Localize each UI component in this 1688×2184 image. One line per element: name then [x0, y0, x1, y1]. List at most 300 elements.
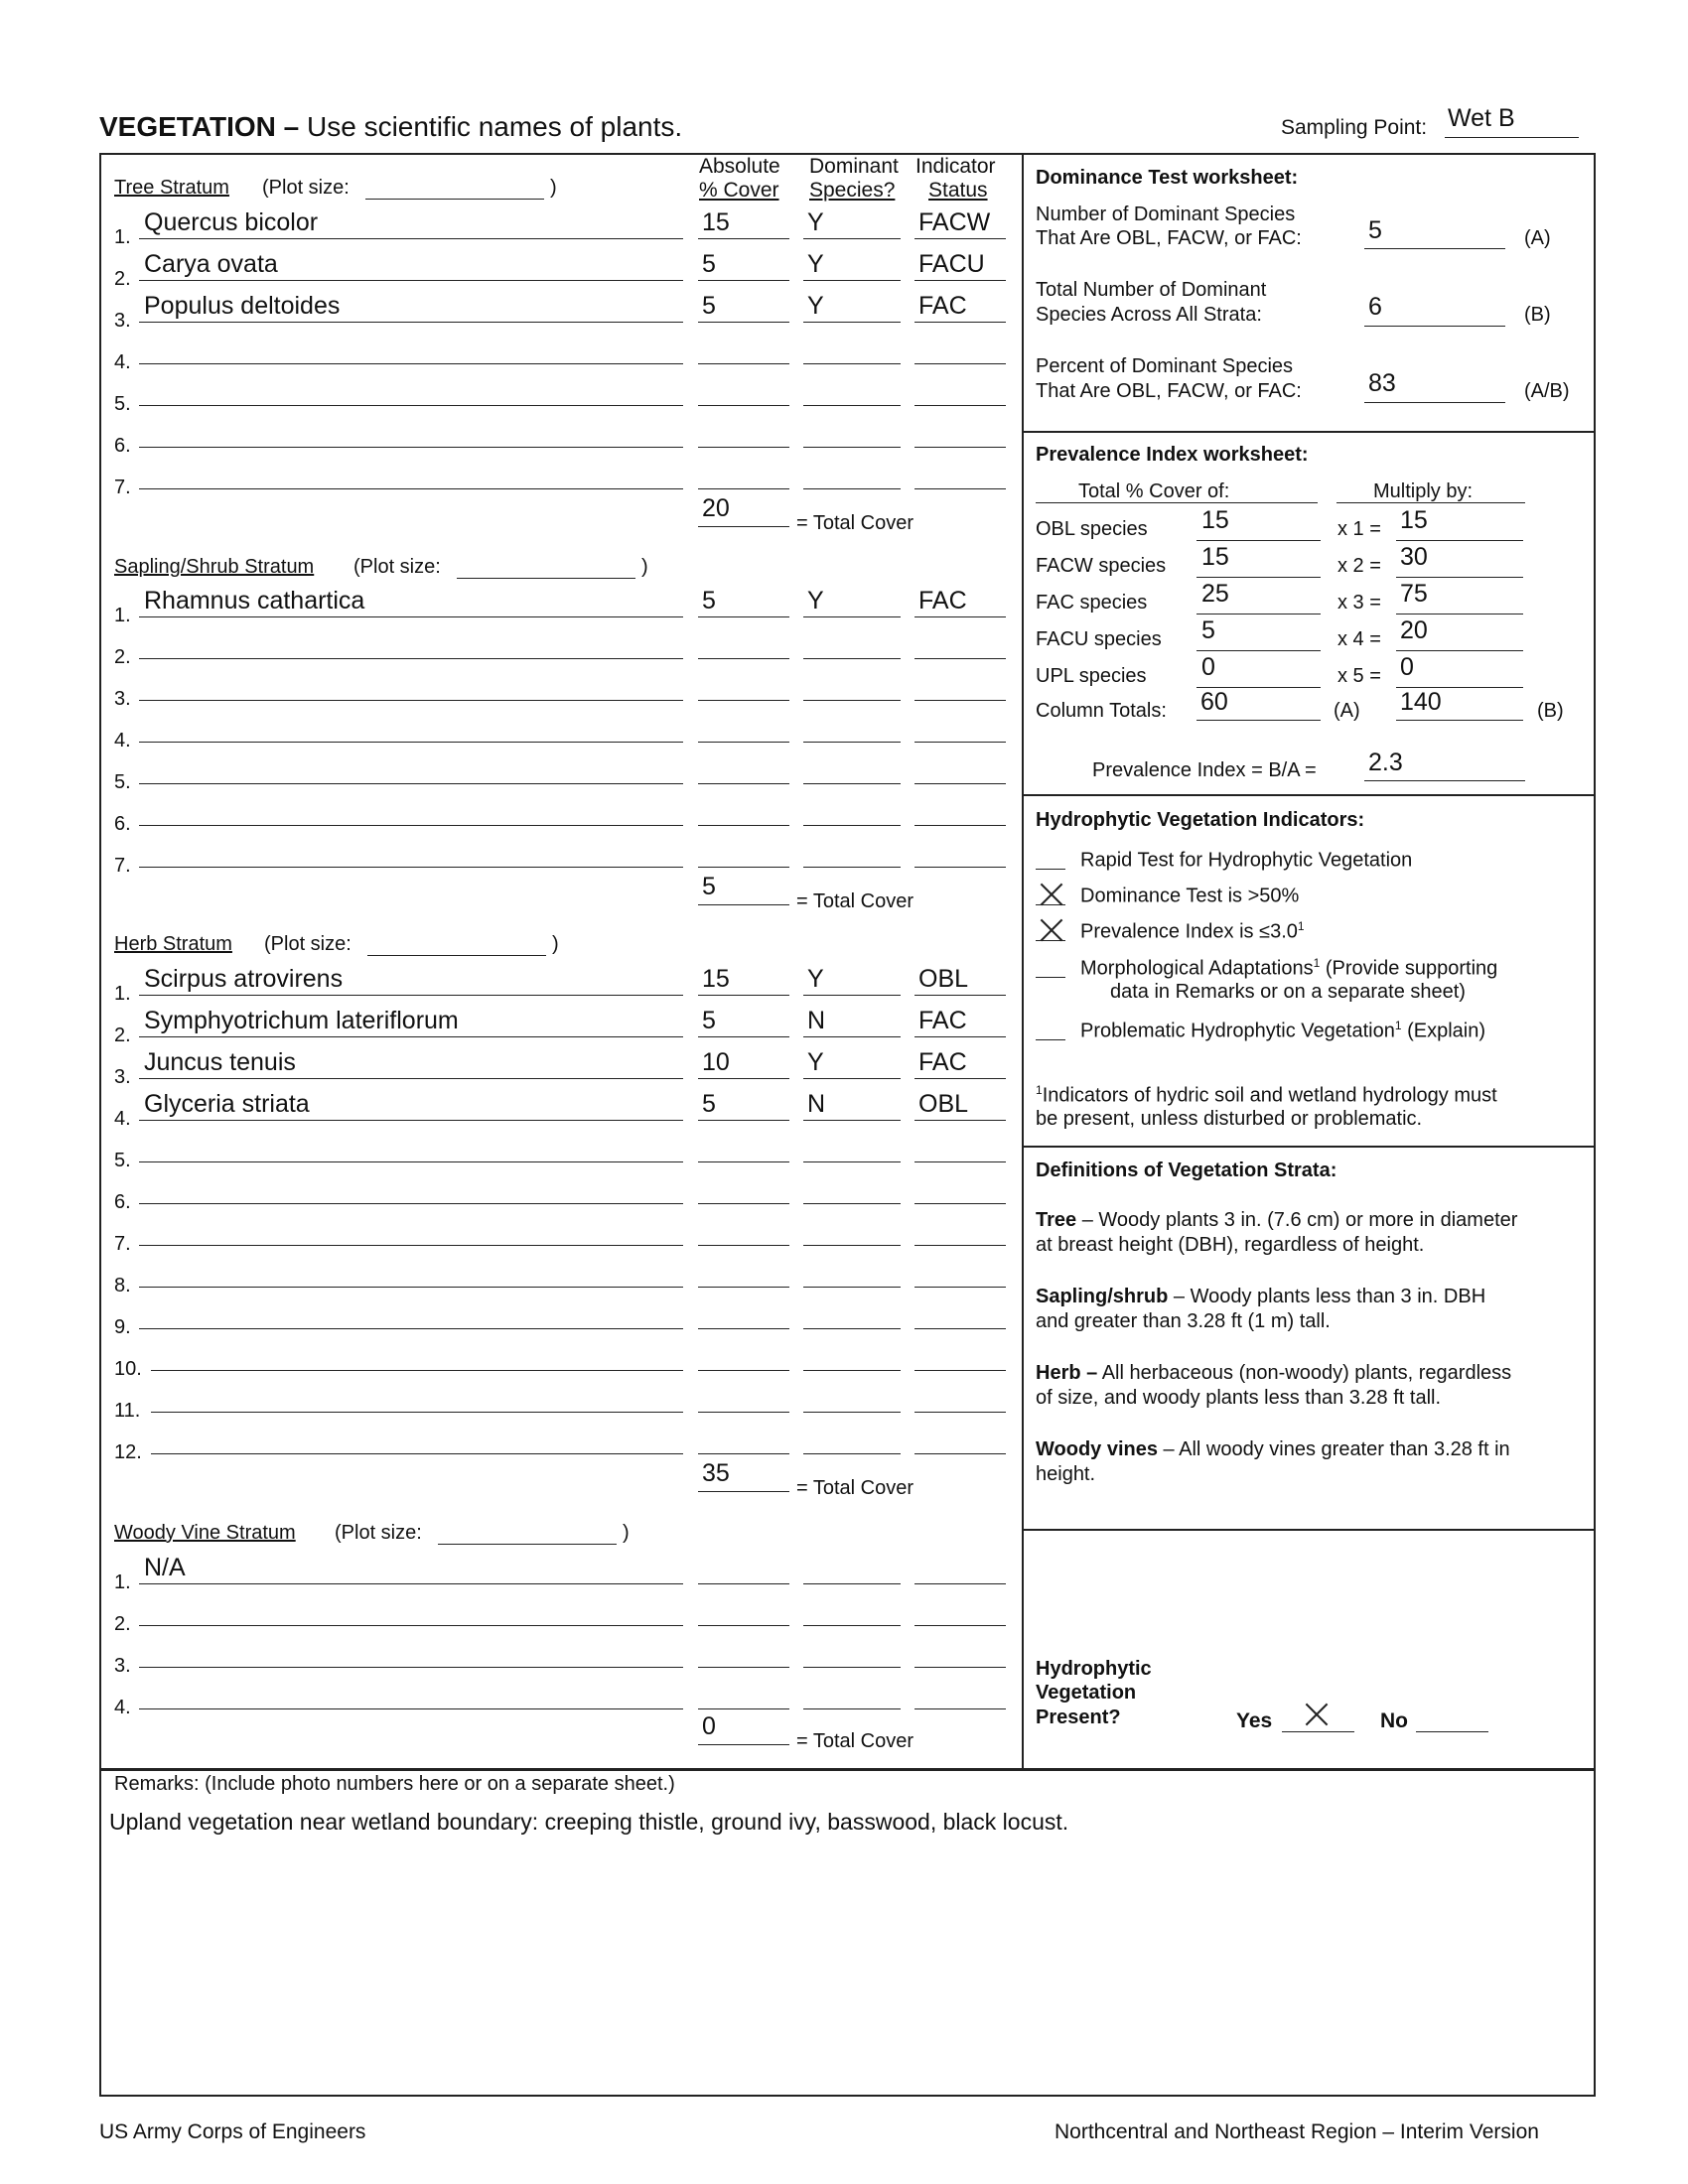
dominant-species[interactable]: Y — [807, 292, 824, 320]
sampling-point-label: Sampling Point: — [1281, 116, 1428, 139]
absolute-cover[interactable]: 5 — [702, 587, 716, 614]
section-divider — [1022, 431, 1596, 433]
indicator-line — [914, 1203, 1006, 1204]
indicator-line — [914, 742, 1006, 743]
definition-line1 — [1036, 1209, 1517, 1232]
definition-text: – All woody vines greater than 3.28 ft in — [1158, 1438, 1510, 1460]
section-divider — [1022, 1146, 1596, 1148]
row-number: 2. — [114, 268, 131, 290]
row-number: 4. — [114, 730, 131, 751]
species-line — [139, 1245, 683, 1246]
plot-size-close: ) — [623, 1522, 630, 1544]
indicator-line — [914, 322, 1006, 323]
cover-line — [698, 1708, 789, 1709]
definition-term: Tree — [1036, 1209, 1077, 1231]
prevalence-cover[interactable]: 15 — [1201, 506, 1229, 534]
plot-size-label: (Plot size: — [262, 177, 350, 199]
prevalence-row-label: FACU species — [1036, 628, 1162, 650]
species-line — [151, 1453, 683, 1454]
dominant-line — [803, 447, 901, 448]
dominant-species[interactable]: Y — [807, 250, 824, 278]
dominant-line — [803, 616, 901, 617]
row-number: 6. — [114, 1191, 131, 1213]
dominant-species[interactable]: N — [807, 1007, 826, 1034]
prevalence-row-label: OBL species — [1036, 518, 1148, 540]
indicator-line — [914, 1412, 1006, 1413]
row-number: 2. — [114, 646, 131, 668]
dominant-species[interactable]: Y — [807, 1048, 824, 1076]
dominant-line — [803, 1161, 901, 1162]
row-number: 7. — [114, 1233, 131, 1255]
cover-line — [698, 447, 789, 448]
row-number: 1. — [114, 605, 131, 626]
row-number: 11. — [114, 1400, 141, 1422]
cover-line — [698, 405, 789, 406]
cover-line — [698, 825, 789, 826]
total-line — [698, 1491, 789, 1492]
sapling-total-value[interactable]: 5 — [702, 873, 716, 900]
prevalence-cover[interactable]: 0 — [1201, 653, 1215, 681]
indicator-line — [914, 1667, 1006, 1668]
answer-line — [1196, 720, 1321, 721]
dominant-species[interactable]: Y — [807, 208, 824, 236]
row-number: 3. — [114, 688, 131, 710]
row-number: 6. — [114, 435, 131, 457]
cover-line — [698, 783, 789, 784]
col-indicator-1: Indicator — [915, 155, 996, 178]
row-number: 5. — [114, 771, 131, 793]
dominant-line — [803, 783, 901, 784]
species-line — [139, 1625, 683, 1626]
indicator-status[interactable]: FAC — [918, 587, 967, 614]
indicator-line — [914, 363, 1006, 364]
species-name[interactable]: Scirpus atrovirens — [144, 965, 344, 993]
plot-size-close: ) — [641, 556, 648, 578]
dominant-line — [803, 995, 901, 996]
prevalence-col1: Total % Cover of: — [1078, 480, 1230, 502]
species-line — [139, 616, 683, 617]
absolute-cover[interactable]: 5 — [702, 292, 716, 320]
column-total-b-tag: (B) — [1537, 700, 1564, 722]
species-line — [139, 783, 683, 784]
cover-line — [698, 995, 789, 996]
hydro-title: Hydrophytic Vegetation Indicators: — [1036, 809, 1365, 831]
prevalence-cover[interactable]: 5 — [1201, 616, 1215, 644]
indicator-status[interactable]: FACW — [918, 208, 991, 236]
indicator-line — [914, 783, 1006, 784]
absolute-cover[interactable]: 10 — [702, 1048, 730, 1076]
multiplier-label: x 4 = — [1337, 628, 1381, 650]
indicator-label: Morphological Adaptations — [1080, 957, 1314, 980]
dominant-line — [803, 825, 901, 826]
species-line — [139, 1120, 683, 1121]
total-line — [698, 904, 789, 905]
dominance-q3-value[interactable]: 83 — [1368, 369, 1396, 397]
prevalence-row-label: FACW species — [1036, 555, 1167, 577]
species-name[interactable]: Quercus bicolor — [144, 208, 319, 236]
plot-size-label: (Plot size: — [335, 1522, 422, 1544]
column-total-a-tag: (A) — [1334, 700, 1360, 722]
dominance-q3-line2: That Are OBL, FACW, or FAC: — [1036, 380, 1302, 402]
answer-line — [1364, 326, 1505, 327]
footnote-line1 — [1036, 1083, 1497, 1108]
species-line — [139, 995, 683, 996]
dominant-line — [803, 322, 901, 323]
header-line — [1036, 502, 1318, 503]
dominant-species[interactable]: Y — [807, 587, 824, 614]
dominant-line — [803, 1625, 901, 1626]
species-name[interactable]: Populus deltoides — [144, 292, 341, 320]
col-absolute-2: % Cover — [699, 179, 779, 202]
cover-line — [698, 1453, 789, 1454]
indicator-item — [1080, 848, 1412, 873]
dominance-title: Dominance Test worksheet: — [1036, 167, 1299, 189]
species-line — [139, 238, 683, 239]
indicator-line — [914, 1708, 1006, 1709]
footnote-text1: Indicators of hydric soil and wetland hydrology must — [1042, 1084, 1497, 1107]
cover-line — [698, 867, 789, 868]
cover-line — [698, 616, 789, 617]
indicator-checkbox[interactable] — [1036, 869, 1065, 870]
dominant-line — [803, 1078, 901, 1079]
dominant-line — [803, 1036, 901, 1037]
cover-line — [698, 1287, 789, 1288]
cover-line — [1196, 650, 1321, 651]
indicator-status[interactable]: OBL — [918, 965, 969, 993]
indicator-line — [914, 1161, 1006, 1162]
definition-line2: and greater than 3.28 ft (1 m) tall. — [1036, 1310, 1331, 1332]
present-yes-field[interactable] — [1282, 1731, 1354, 1732]
cover-line — [698, 1412, 789, 1413]
row-number: 1. — [114, 1571, 131, 1593]
answer-line — [1364, 402, 1505, 403]
indicator-line — [914, 238, 1006, 239]
prevalence-col2: Multiply by: — [1373, 480, 1474, 502]
indicator-footnote-mark: 1 — [1394, 1019, 1402, 1032]
dominant-line — [803, 658, 901, 659]
definition-term: Herb – — [1036, 1362, 1098, 1384]
column-totals-label: Column Totals: — [1036, 700, 1167, 722]
row-number: 7. — [114, 477, 131, 498]
definition-term: Woody vines — [1036, 1438, 1158, 1460]
page-title — [99, 111, 682, 143]
herb-plot-size-field[interactable] — [367, 955, 546, 956]
answer-line — [1396, 720, 1523, 721]
footnote-line2: be present, unless disturbed or problematic. — [1036, 1108, 1423, 1130]
indicator-label: Dominance Test is >50% — [1080, 885, 1300, 907]
cover-line — [698, 488, 789, 489]
cover-line — [698, 658, 789, 659]
species-line — [139, 447, 683, 448]
dominance-q2-value[interactable]: 6 — [1368, 293, 1382, 321]
species-line — [139, 363, 683, 364]
dominant-line — [803, 1412, 901, 1413]
product-line — [1396, 577, 1523, 578]
indicator-checkbox[interactable] — [1036, 977, 1065, 978]
indicator-footnote-mark: 1 — [1297, 919, 1305, 933]
species-name[interactable]: Glyceria striata — [144, 1090, 310, 1118]
tree-total-value[interactable]: 20 — [702, 494, 730, 522]
prevalence-index-value[interactable]: 2.3 — [1368, 749, 1403, 776]
dominance-q2-line1: Total Number of Dominant — [1036, 279, 1267, 301]
species-line — [139, 700, 683, 701]
prevalence-product[interactable]: 75 — [1400, 580, 1428, 608]
total-line — [698, 1744, 789, 1745]
dominant-line — [803, 742, 901, 743]
sampling-point-line — [1445, 137, 1579, 138]
product-line — [1396, 540, 1523, 541]
indicator-status[interactable]: FACU — [918, 250, 985, 278]
species-line — [139, 322, 683, 323]
plot-size-close: ) — [552, 933, 559, 955]
dominant-line — [803, 1453, 901, 1454]
indicator-line — [914, 1625, 1006, 1626]
tree-stratum-title: Tree Stratum — [114, 177, 229, 199]
species-line — [139, 867, 683, 868]
col-dominant-2: Species? — [809, 179, 896, 202]
row-number: 4. — [114, 351, 131, 373]
species-name[interactable]: Carya ovata — [144, 250, 278, 278]
column-divider — [1022, 153, 1024, 1770]
indicator-line — [914, 1583, 1006, 1584]
absolute-cover[interactable]: 5 — [702, 1007, 716, 1034]
indicator-line — [914, 1245, 1006, 1246]
absolute-cover[interactable]: 5 — [702, 1090, 716, 1118]
section-divider — [1022, 1529, 1596, 1531]
species-line — [151, 1370, 683, 1371]
present-no-field[interactable] — [1416, 1731, 1488, 1732]
product-line — [1396, 650, 1523, 651]
row-number: 3. — [114, 310, 131, 332]
species-line — [139, 825, 683, 826]
indicator-line — [914, 658, 1006, 659]
col-dominant-1: Dominant — [809, 155, 899, 178]
species-name[interactable]: Symphyotrichum lateriflorum — [144, 1007, 459, 1034]
morph-line2: data in Remarks or on a separate sheet) — [1110, 981, 1466, 1003]
indicator-checkbox[interactable] — [1036, 1039, 1065, 1040]
cover-line — [1196, 577, 1321, 578]
plot-size-close: ) — [550, 177, 557, 199]
footer-left: US Army Corps of Engineers — [99, 2120, 366, 2143]
definition-line2: height. — [1036, 1463, 1096, 1485]
indicator-line — [914, 825, 1006, 826]
species-name[interactable]: N/A — [144, 1554, 186, 1581]
definition-line1 — [1036, 1286, 1485, 1308]
total-line — [698, 526, 789, 527]
sampling-point-value[interactable]: Wet B — [1448, 104, 1515, 132]
dominant-line — [803, 1203, 901, 1204]
footnote-marker: 1 — [1036, 1083, 1043, 1097]
cover-line — [698, 700, 789, 701]
indicator-footnote-mark: 1 — [1313, 956, 1321, 970]
vine-plot-size-field[interactable] — [438, 1544, 617, 1545]
row-number: 4. — [114, 1108, 131, 1130]
row-number: 6. — [114, 813, 131, 835]
cover-line — [698, 238, 789, 239]
indicator-line — [914, 1328, 1006, 1329]
indicator-line — [914, 1078, 1006, 1079]
row-number: 1. — [114, 226, 131, 248]
row-number: 1. — [114, 983, 131, 1005]
dominant-line — [803, 700, 901, 701]
present-yes-label: Yes — [1236, 1709, 1273, 1732]
prevalence-title: Prevalence Index worksheet: — [1036, 444, 1309, 466]
column-total-b[interactable]: 140 — [1400, 688, 1442, 716]
indicator-status[interactable]: FAC — [918, 292, 967, 320]
indicator-line — [914, 488, 1006, 489]
definition-text: – Woody plants 3 in. (7.6 cm) or more in diameter — [1076, 1209, 1518, 1231]
cover-line — [698, 363, 789, 364]
cover-line — [698, 1667, 789, 1668]
cover-line — [698, 1583, 789, 1584]
indicator-label: Problematic Hydrophytic Vegetation — [1080, 1020, 1395, 1042]
prevalence-product[interactable]: 0 — [1400, 653, 1414, 681]
dominant-line — [803, 238, 901, 239]
dominant-species[interactable]: Y — [807, 965, 824, 993]
x-mark-icon — [1304, 1702, 1330, 1727]
x-mark-icon — [1039, 882, 1064, 907]
cover-line — [698, 1161, 789, 1162]
row-number: 2. — [114, 1613, 131, 1635]
indicator-status[interactable]: FAC — [918, 1048, 967, 1076]
tree-plot-size-field[interactable] — [365, 199, 544, 200]
indicator-item — [1080, 919, 1305, 944]
dominance-q2-line2: Species Across All Strata: — [1036, 304, 1262, 326]
row-number: 8. — [114, 1275, 131, 1297]
indicator-item — [1080, 884, 1299, 908]
absolute-cover[interactable]: 5 — [702, 250, 716, 278]
dominant-line — [803, 1245, 901, 1246]
absolute-cover[interactable]: 15 — [702, 965, 730, 993]
cover-line — [698, 1036, 789, 1037]
indicator-line — [914, 405, 1006, 406]
definition-text: – Woody plants less than 3 in. DBH — [1168, 1286, 1486, 1307]
prevalence-product[interactable]: 15 — [1400, 506, 1428, 534]
indicator-line — [914, 280, 1006, 281]
indicator-status[interactable]: FAC — [918, 1007, 967, 1034]
dominant-line — [803, 280, 901, 281]
row-number: 5. — [114, 1150, 131, 1171]
dominant-line — [803, 1120, 901, 1121]
cover-line — [1196, 540, 1321, 541]
species-name[interactable]: Juncus tenuis — [144, 1048, 296, 1076]
vine-total-value[interactable]: 0 — [702, 1712, 716, 1740]
indicator-line — [914, 700, 1006, 701]
dominant-line — [803, 1708, 901, 1709]
species-line — [139, 1583, 683, 1584]
prevalence-cover[interactable]: 25 — [1201, 580, 1229, 608]
dominant-line — [803, 1287, 901, 1288]
species-name[interactable]: Rhamnus cathartica — [144, 587, 365, 614]
dominant-line — [803, 1667, 901, 1668]
dominant-line — [803, 363, 901, 364]
indicator-label: Prevalence Index is ≤3.0 — [1080, 920, 1298, 943]
indicator-line — [914, 1120, 1006, 1121]
indicator-line — [914, 995, 1006, 996]
row-number: 10. — [114, 1358, 142, 1380]
dominant-line — [803, 1583, 901, 1584]
definition-text: All herbaceous (non-woody) plants, regardless — [1097, 1362, 1512, 1384]
title-bold: VEGETATION – — [99, 111, 300, 142]
present-no-label: No — [1380, 1709, 1408, 1732]
cover-line — [698, 1245, 789, 1246]
total-cover-label: = Total Cover — [796, 890, 914, 912]
sapling-plot-size-field[interactable] — [457, 578, 635, 579]
column-total-a[interactable]: 60 — [1200, 688, 1228, 716]
row-number: 3. — [114, 1655, 131, 1677]
cover-line — [698, 1625, 789, 1626]
indicator-note: (Explain) — [1401, 1020, 1486, 1042]
total-cover-label: = Total Cover — [796, 1730, 914, 1752]
cover-line — [698, 742, 789, 743]
col-absolute-1: Absolute — [699, 155, 780, 178]
row-number: 12. — [114, 1441, 142, 1463]
row-number: 5. — [114, 393, 131, 415]
header-line — [1336, 502, 1525, 503]
dominance-q1-value[interactable]: 5 — [1368, 216, 1382, 244]
species-line — [139, 1667, 683, 1668]
indicator-line — [914, 867, 1006, 868]
indicator-line — [914, 447, 1006, 448]
definition-term: Sapling/shrub — [1036, 1286, 1169, 1307]
indicator-status[interactable]: OBL — [918, 1090, 969, 1118]
species-line — [139, 1708, 683, 1709]
x-mark-icon — [1039, 917, 1064, 943]
definition-line2: of size, and woody plants less than 3.28 ft tall. — [1036, 1387, 1442, 1409]
prevalence-row-label: UPL species — [1036, 665, 1147, 687]
cover-line — [698, 322, 789, 323]
cover-line — [698, 1370, 789, 1371]
answer-line — [1364, 780, 1525, 781]
row-number: 3. — [114, 1066, 131, 1088]
species-line — [139, 1078, 683, 1079]
prevalence-product[interactable]: 30 — [1400, 543, 1428, 571]
indicator-line — [914, 1370, 1006, 1371]
row-number: 4. — [114, 1697, 131, 1718]
row-number: 2. — [114, 1024, 131, 1046]
cover-line — [698, 1078, 789, 1079]
dominance-q2-tag: (B) — [1524, 304, 1551, 326]
indicator-line — [914, 1453, 1006, 1454]
remarks-text[interactable]: Upland vegetation near wetland boundary: creeping thistle, ground ivy, basswood, black locust. — [109, 1809, 1069, 1835]
dominant-species[interactable]: N — [807, 1090, 826, 1118]
definitions-title: Definitions of Vegetation Strata: — [1036, 1160, 1337, 1181]
dominance-q3-line1: Percent of Dominant Species — [1036, 355, 1294, 377]
absolute-cover[interactable]: 15 — [702, 208, 730, 236]
dominance-q3-tag: (A/B) — [1524, 380, 1570, 402]
prevalence-product[interactable]: 20 — [1400, 616, 1428, 644]
dominance-q1-line2: That Are OBL, FACW, or FAC: — [1036, 227, 1302, 249]
herb-total-value[interactable]: 35 — [702, 1459, 730, 1487]
species-line — [151, 1412, 683, 1413]
multiplier-label: x 3 = — [1337, 592, 1381, 614]
vine-stratum-title: Woody Vine Stratum — [114, 1522, 296, 1544]
total-cover-label: = Total Cover — [796, 512, 914, 534]
species-line — [139, 1161, 683, 1162]
prevalence-cover[interactable]: 15 — [1201, 543, 1229, 571]
cover-line — [698, 1203, 789, 1204]
definition-line2: at breast height (DBH), regardless of height. — [1036, 1234, 1425, 1256]
species-line — [139, 658, 683, 659]
indicator-note: (Provide supporting — [1320, 957, 1498, 980]
col-indicator-2: Status — [928, 179, 988, 202]
prevalence-row-label: FAC species — [1036, 592, 1148, 614]
cover-line — [698, 1120, 789, 1121]
indicator-line — [914, 616, 1006, 617]
species-line — [139, 1203, 683, 1204]
dominance-q1-line1: Number of Dominant Species — [1036, 204, 1296, 225]
dominant-line — [803, 1370, 901, 1371]
